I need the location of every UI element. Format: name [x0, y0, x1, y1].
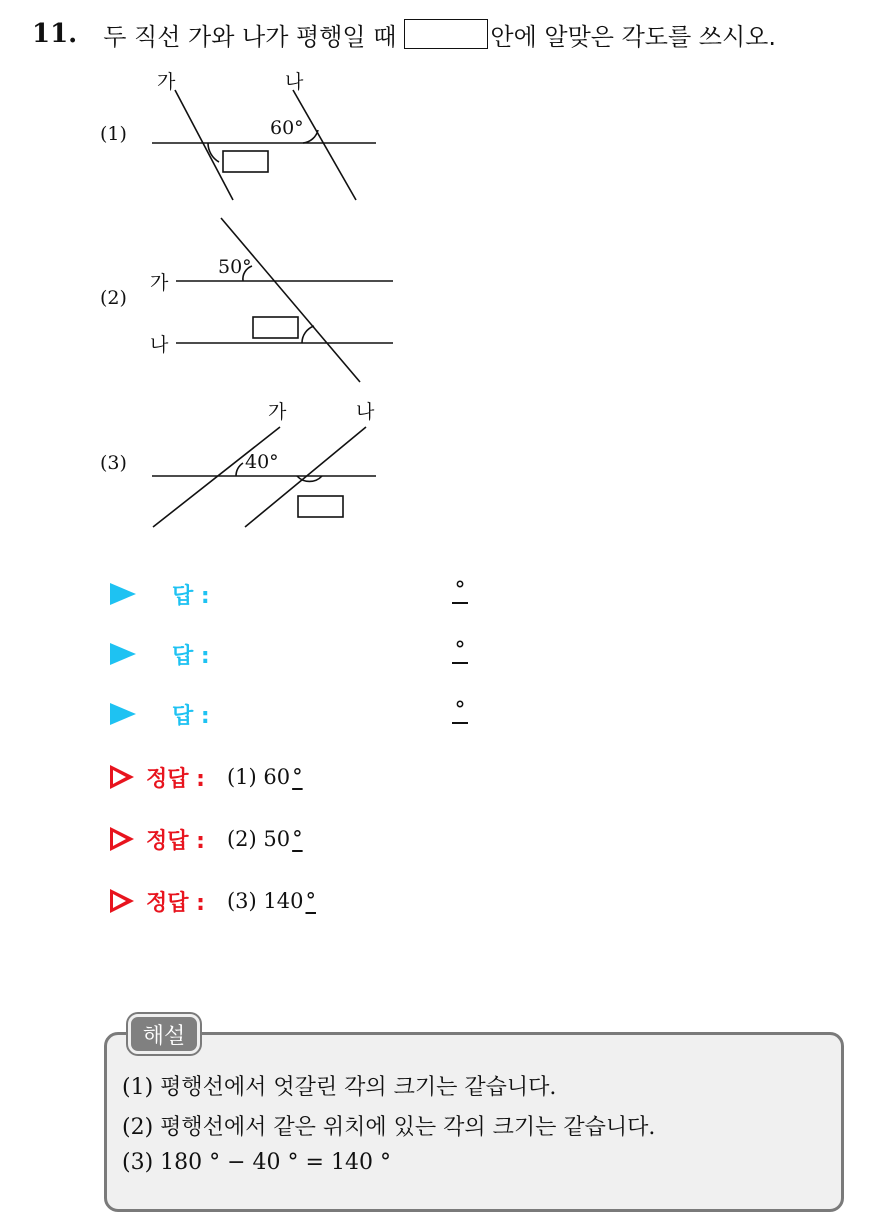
correct-answer-3 [110, 884, 316, 918]
answer-prompt-3 [110, 697, 210, 731]
explanation-line-2: (2) 평행선에서 같은 위치에 있는 각의 크기는 같습니다. [122, 1115, 656, 1140]
answer-blank-3[interactable]: ° [452, 700, 468, 724]
outline-triangle-icon [110, 889, 134, 913]
correct-answer-1 [110, 760, 303, 794]
correct-unit: ° [305, 889, 316, 913]
answer-prompt-1 [110, 577, 210, 611]
play-triangle-icon [110, 643, 136, 665]
explanation-title: 해설 [128, 1014, 200, 1054]
question-text-after: 안에 알맞은 각도를 쓰시오. [490, 22, 776, 51]
answer-blank-1[interactable]: ° [452, 580, 468, 604]
correct-value: (3) 140 [226, 889, 304, 913]
correct-value: (1) 60 [226, 765, 291, 789]
answer-label: 답 : [172, 703, 210, 729]
figures-diagram [0, 0, 884, 560]
answer-blank-2[interactable]: ° [452, 640, 468, 664]
figure1-angle: 60° [270, 117, 304, 139]
figure2-line-ga: 가 [150, 272, 169, 294]
figure2-line-na: 나 [150, 334, 169, 356]
figure3-line-ga: 가 [268, 401, 287, 423]
question-number: 11. [32, 19, 78, 49]
explanation-line-3: (3) 180 ° − 40 ° = 140 ° [122, 1150, 391, 1175]
question-text-before: 두 직선 가와 나가 평행일 때 [103, 22, 397, 51]
answer-prompt-2 [110, 637, 210, 671]
outline-triangle-icon [110, 765, 134, 789]
correct-value: (2) 50 [226, 827, 291, 851]
explanation-line-1: (1) 평행선에서 엇갈린 각의 크기는 같습니다. [122, 1075, 557, 1100]
play-triangle-icon [110, 703, 136, 725]
figure2-angle: 50° [218, 256, 252, 278]
answer-label: 답 : [172, 583, 210, 609]
outline-triangle-icon [110, 827, 134, 851]
figure2-label: (2) [100, 287, 127, 309]
figure1-label: (1) [100, 123, 127, 145]
correct-unit: ° [292, 765, 303, 789]
figure1-answer-box [223, 151, 268, 172]
correct-label: 정답 : [146, 766, 205, 792]
correct-unit: ° [292, 827, 303, 851]
figure3-answer-box [298, 496, 343, 517]
figure2-answer-box [253, 317, 298, 338]
figure3-line-na: 나 [356, 401, 375, 423]
correct-label: 정답 : [146, 890, 205, 916]
answer-label: 답 : [172, 643, 210, 669]
play-triangle-icon [110, 583, 136, 605]
correct-answer-2 [110, 822, 303, 856]
figure3-angle: 40° [245, 451, 279, 473]
correct-label: 정답 : [146, 828, 205, 854]
figure1-line-na: 나 [285, 71, 304, 93]
figure1-line-ga: 가 [157, 71, 176, 93]
figure3-label: (3) [100, 452, 127, 474]
